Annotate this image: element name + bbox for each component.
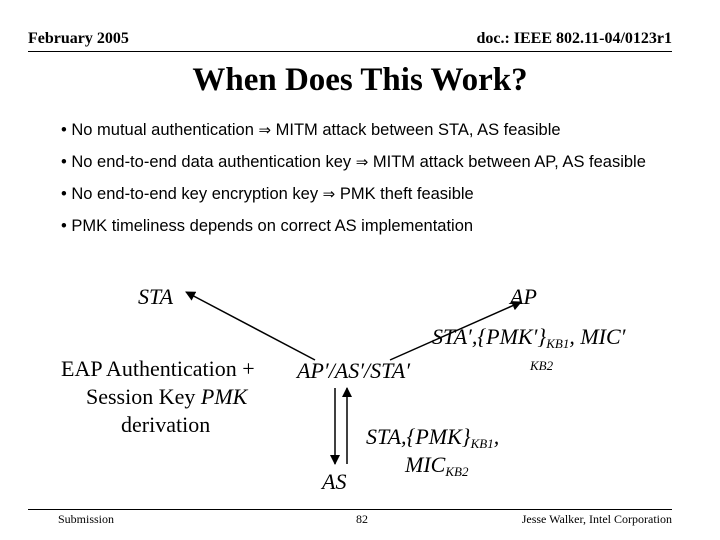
msg-upper [432, 324, 625, 352]
implies-arrow-icon: ⇒ [258, 121, 272, 139]
eap-line-1: EAP Authentication + [61, 356, 255, 381]
eap-line-2 [86, 384, 247, 410]
bullet-text: • PMK timeliness depends on correct AS implementation [61, 217, 474, 235]
node-middle: AP′/AS′/STA′ [297, 358, 411, 383]
eap-line-2-text: Session Key [86, 384, 201, 409]
bullet-text: PMK theft feasible [335, 185, 474, 203]
node-ap: AP [510, 284, 537, 309]
msg-upper-mic: , MIC′ [569, 324, 626, 349]
eap-line-2-pmk: PMK [200, 384, 248, 409]
msg-lower-mic [405, 452, 468, 480]
implies-arrow-icon: ⇒ [355, 153, 369, 171]
msg-upper-main: STA′,{PMK′} [432, 324, 547, 349]
bullet-text: • No end-to-end key encryption key [61, 185, 323, 203]
footer-right: Jesse Walker, Intel Corporation [521, 512, 672, 526]
node-sta: STA [138, 284, 174, 309]
bullet-text: MITM attack between AP, AS feasible [368, 153, 646, 171]
msg-lower-sub-kb1: KB1 [470, 436, 494, 451]
msg-upper-sub-kb2: KB2 [530, 358, 554, 373]
header-doc-id: doc.: IEEE 802.11-04/0123r1 [476, 30, 672, 47]
footer-left: Submission [58, 512, 115, 526]
msg-lower-sub-kb2: KB2 [445, 464, 469, 479]
footer-rule [28, 509, 672, 510]
msg-lower-comma: , [493, 424, 500, 449]
eap-line-3: derivation [121, 412, 211, 437]
bullet-text: MITM attack between STA, AS feasible [271, 121, 561, 139]
msg-lower-mic-text: MIC [405, 452, 446, 477]
bullet-text: • No mutual authentication [61, 121, 259, 139]
bullet-text: • No end-to-end data authentication key [61, 153, 356, 171]
implies-arrow-icon: ⇒ [322, 185, 336, 203]
header-date: February 2005 [28, 30, 129, 47]
msg-lower [366, 424, 499, 452]
page-number: 82 [356, 512, 368, 526]
arrow-to-sta [186, 292, 315, 360]
node-as: AS [322, 469, 347, 494]
slide-title: When Does This Work? [192, 62, 528, 98]
msg-upper-sub-kb1: KB1 [546, 336, 570, 351]
msg-lower-main: STA,{PMK} [366, 424, 471, 449]
